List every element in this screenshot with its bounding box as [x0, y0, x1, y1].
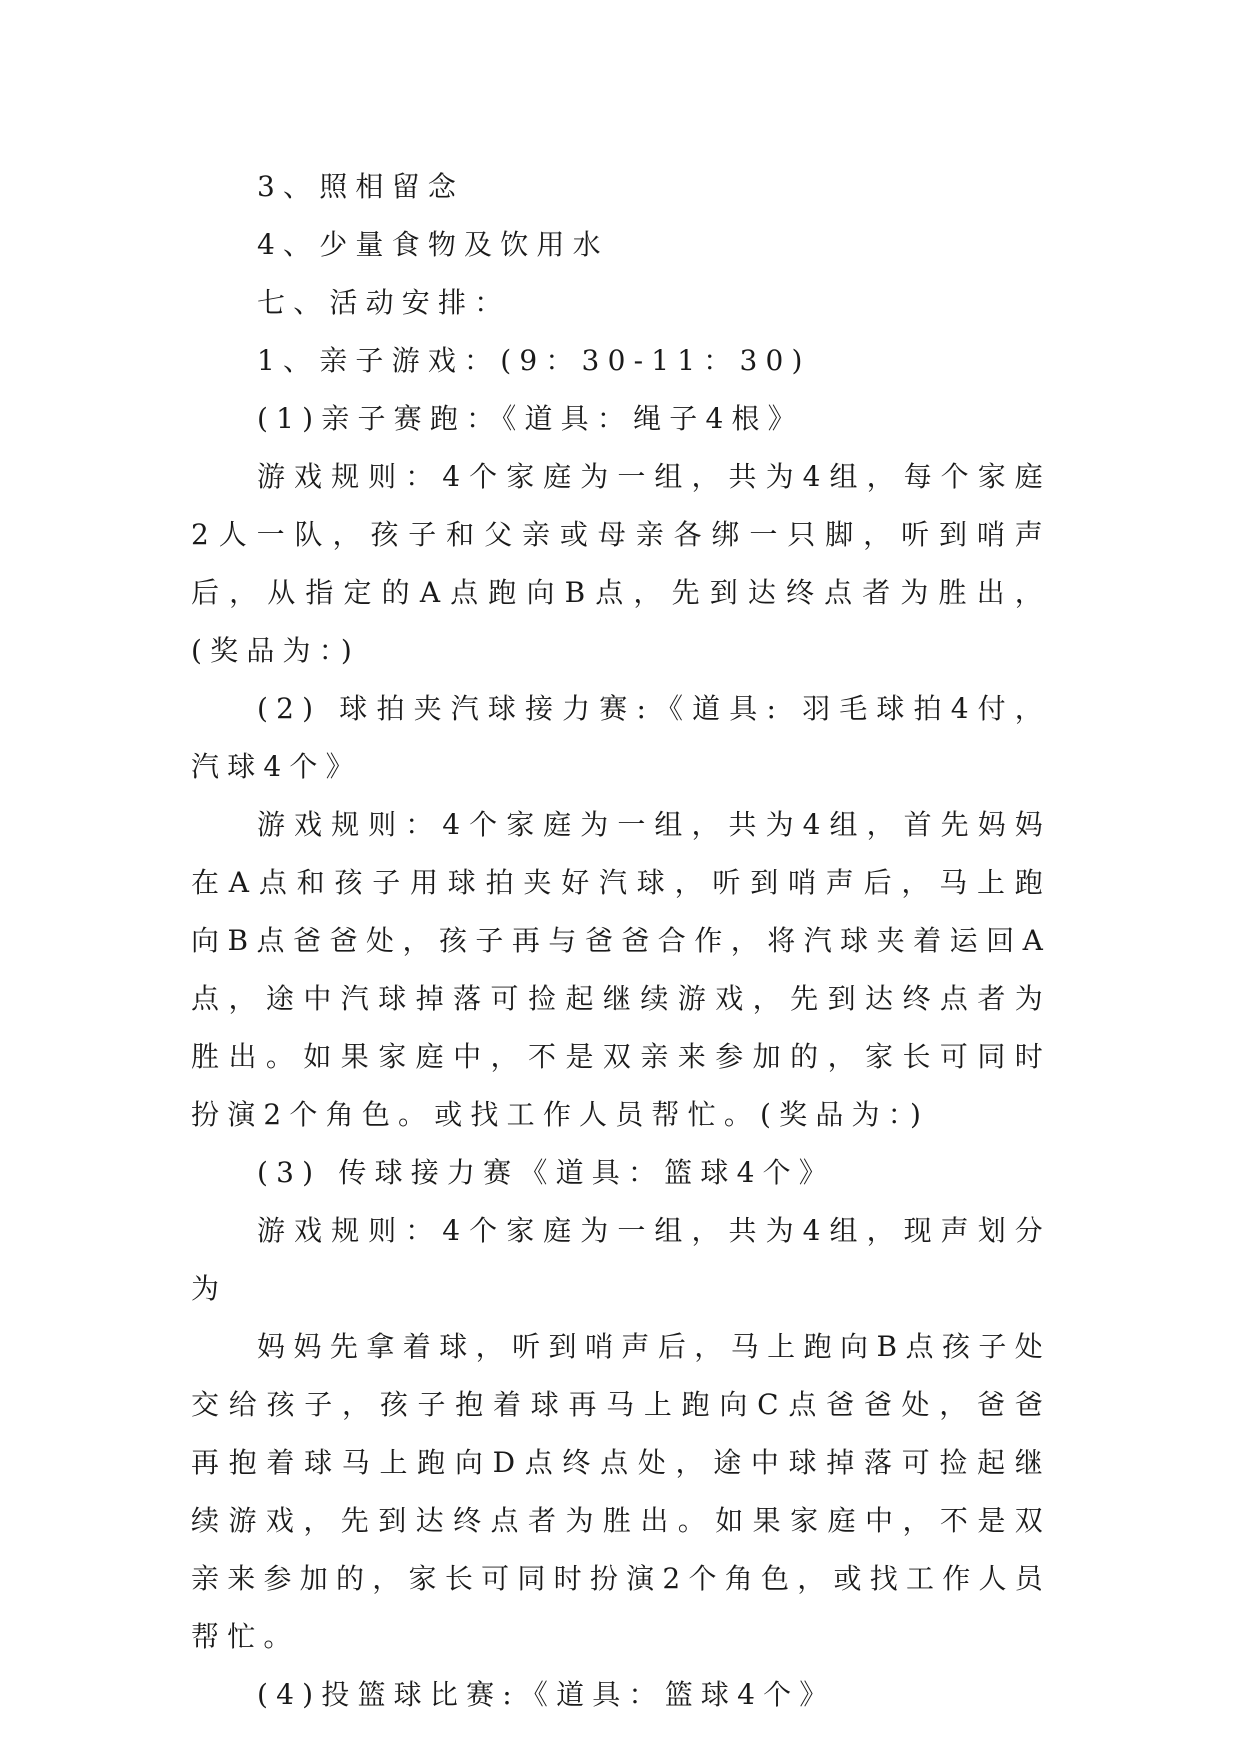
game-title-basketball: (4)投篮球比赛:《道具：篮球4个》	[257, 1678, 836, 1711]
game-rules-race: 游戏规则：4个家庭为一组，共为4组，每个家庭2人一队，孩子和父亲或母亲各绑一只脚，听到哨声后，从指定的A点跑向B点，先到达终点者为胜出，(奖品为：)	[191, 460, 1051, 667]
game-rules-ball-relay-intro: 游戏规则：4个家庭为一组，共为4组，现声划分为	[191, 1214, 1051, 1305]
game-title-balloon-relay: (2) 球拍夹汽球接力赛:《道具: 羽毛球拍4付，汽球4个》	[191, 692, 1051, 783]
game-rules-ball-relay: 妈妈先拿着球，听到哨声后，马上跑向B点孩子处交给孩子，孩子抱着球再马上跑向C点爸爸处，爸爸再抱着球马上跑向D点终点处，途中球掉落可捡起继续游戏，先到达终点者为胜出。如果家庭中，不是双亲来参加的，家长可同时扮演2个角色，或找工作人员帮忙。	[191, 1330, 1051, 1653]
document-body	[191, 158, 1051, 1724]
game-title-race: (1)亲子赛跑：《道具：绳子4根》	[257, 402, 804, 435]
paragraph-item-food: 4、少量食物及饮用水	[257, 228, 609, 261]
game-title-ball-relay: (3) 传球接力赛《道具：篮球4个》	[257, 1156, 835, 1189]
game-rules-balloon-relay: 游戏规则：4个家庭为一组，共为4组，首先妈妈在A点和孩子用球拍夹好汽球，听到哨声后，马上跑向B点爸爸处，孩子再与爸爸合作，将汽球夹着运回A点，途中汽球掉落可捡起继续游戏，先到达终点者为胜出。如果家庭中，不是双亲来参加的，家长可同时扮演2个角色。或找工作人员帮忙。(奖品为：)	[191, 808, 1051, 1131]
paragraph-item-photo: 3、照相留念	[257, 170, 465, 203]
subsection-heading-games: 1、亲子游戏：(9：30-11：30)	[257, 344, 811, 377]
section-heading-schedule: 七、活动安排：	[257, 286, 511, 319]
